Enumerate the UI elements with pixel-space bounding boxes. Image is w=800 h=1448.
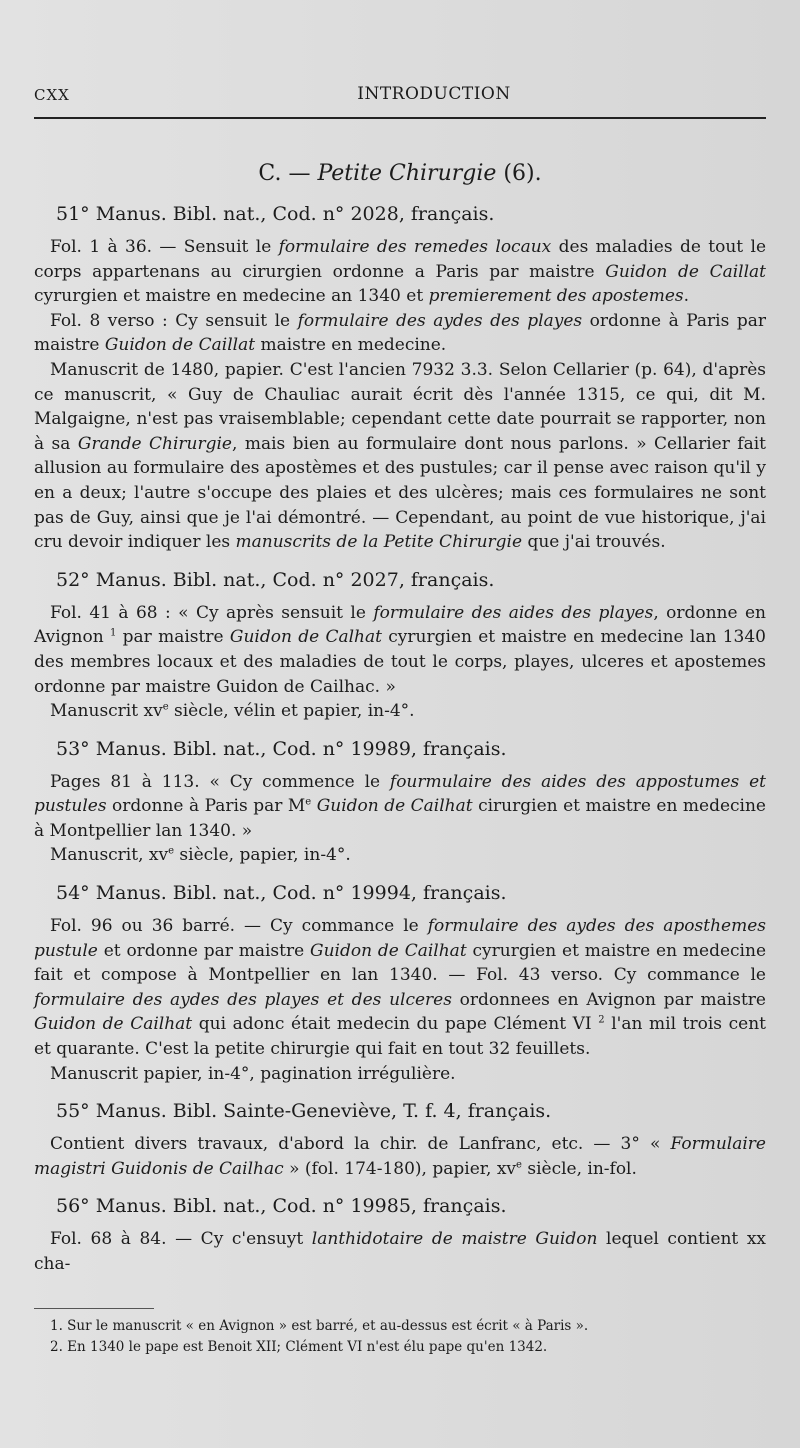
section-title: C. — Petite Chirurgie (6).	[258, 161, 542, 186]
main-text	[34, 150, 766, 1277]
entry-51-paragraph-1: Fol. 1 à 36. — Sensuit le formulaire des remedes locaux des maladies de tout le corps appartenans au cirurgien ordonne a Paris par maistre Guidon de Caillat cyrurgien et maistre en medecine an 1340 et premierement des apostemes.	[34, 237, 767, 307]
entry-heading-51: 51° Manus. Bibl. nat., Cod. n° 2028, français.	[56, 203, 495, 225]
running-title: INTRODUCTION	[357, 84, 511, 104]
entry-54-paragraph-1: Fol. 96 ou 36 barré. — Cy commance le formulaire des aydes des aposthemes pustule et ordonne par maistre Guidon de Cailhat cyrurgien et maistre en medecine fait et compose à Montpellier en lan 1340. — Fol. 43 verso. Cy commance le formulaire des aydes des playes et des ulceres ordonnees en Avignon par maistre Guidon de Cailhat qui adonc était medecin du pape Clément VI $^2$ l'an mil trois cent et quarante. C'est la petite chirurgie qui fait en tout 32 feuillets.	[34, 916, 767, 1060]
entry-52-paragraph-2: Manuscrit $xv^e$ siècle, vélin et papier, in-4°.	[50, 701, 415, 722]
header-rule	[34, 117, 766, 119]
entry-55-paragraph-1: Contient divers travaux, d'abord la chir. de Lanfranc, etc. — 3° « Formulaire magistri Guidonis de Cailhac » (fol. 174-180), papier, $xv^e$ siècle, in-fol.	[34, 1134, 766, 1179]
footnotes	[50, 1316, 766, 1358]
entry-54-paragraph-2: Manuscrit papier, in-4°, pagination irrégulière.	[50, 1063, 456, 1084]
footnote-ref-2: 2	[598, 1014, 605, 1026]
entry-53-paragraph-2: Manuscrit, $xv^e$ siècle, papier, in-4°.	[50, 845, 351, 866]
page-number: CXX	[34, 86, 70, 104]
footnote-2: 2. En 1340 le pape est Benoit XII; Clément VI n'est élu pape qu'en 1342.	[50, 1339, 548, 1355]
entry-53-paragraph-1: Pages 81 à 113. « Cy commence le fourmulaire des aides des appostumes et pustules ordonne à Paris par Me Guidon de Cailhat cirurgien et maistre en medecine à Montpellier lan 1340. »	[34, 771, 766, 841]
entry-heading-55: 55° Manus. Bibl. Sainte-Geneviève, T. f. 4, français.	[56, 1100, 552, 1123]
footnote-rule	[34, 1308, 154, 1309]
running-head	[34, 84, 764, 108]
entry-56-paragraph-1: Fol. 68 à 84. — Cy c'ensuyt lanthidotaire de maistre Guidon lequel contient xx cha-	[34, 1229, 767, 1274]
footnote-1: 1. Sur le manuscrit « en Avignon » est barré, et au-dessus est écrit « à Paris ».	[50, 1318, 589, 1334]
footnote-ref-1: 1	[109, 627, 117, 639]
entry-51-paragraph-2: Fol. 8 verso : Cy sensuit le formulaire des aydes des playes ordonne à Paris par maistre Guidon de Caillat maistre en medecine.	[34, 310, 766, 356]
entry-heading-52: 52° Manus. Bibl. nat., Cod. n° 2027, français.	[56, 568, 495, 591]
entry-heading-53: 53° Manus. Bibl. nat., Cod. n° 19989, français.	[56, 737, 507, 760]
entry-51-paragraph-3: Manuscrit de 1480, papier. C'est l'ancien 7932 3.3. Selon Cellarier (p. 64), d'après ce manuscrit, « Guy de Chauliac aurait écrit dès l'année 1315, ce qui, dit M. Malgaigne, n'est pas vraisemblable; cependant cette date pourrait se rapporter, non à sa Grande Chirurgie, mais bien au formulaire dont nous parlons. » Cellarier fait allusion au formulaire des apostèmes et des pustules; car il pense avec raison qu'il y en a deux; l'autre s'occupe des plaies et des ulcères; mais ces formulaires ne sont pas de Guy, ainsi que je l'ai démontré. — Cependant, au point de vue historique, j'ai cru devoir indiquer les manuscrits de la Petite Chirurgie que j'ai trouvés.	[34, 359, 766, 553]
entry-heading-54: 54° Manus. Bibl. nat., Cod. n° 19994, français.	[56, 882, 507, 905]
entry-52-paragraph-1: Fol. 41 à 68 : « Cy après sensuit le formulaire des aides des playes, ordonne en Avignon $^1$ par maistre Guidon de Calhat cyrurgien et maistre en medecine lan 1340 des membres locaux et des maladies de tout le corps, playes, ulceres et apostemes ordonne par maistre Guidon de Cailhac. »	[34, 602, 766, 697]
entry-heading-56: 56° Manus. Bibl. nat., Cod. n° 19985, français.	[56, 1195, 507, 1218]
